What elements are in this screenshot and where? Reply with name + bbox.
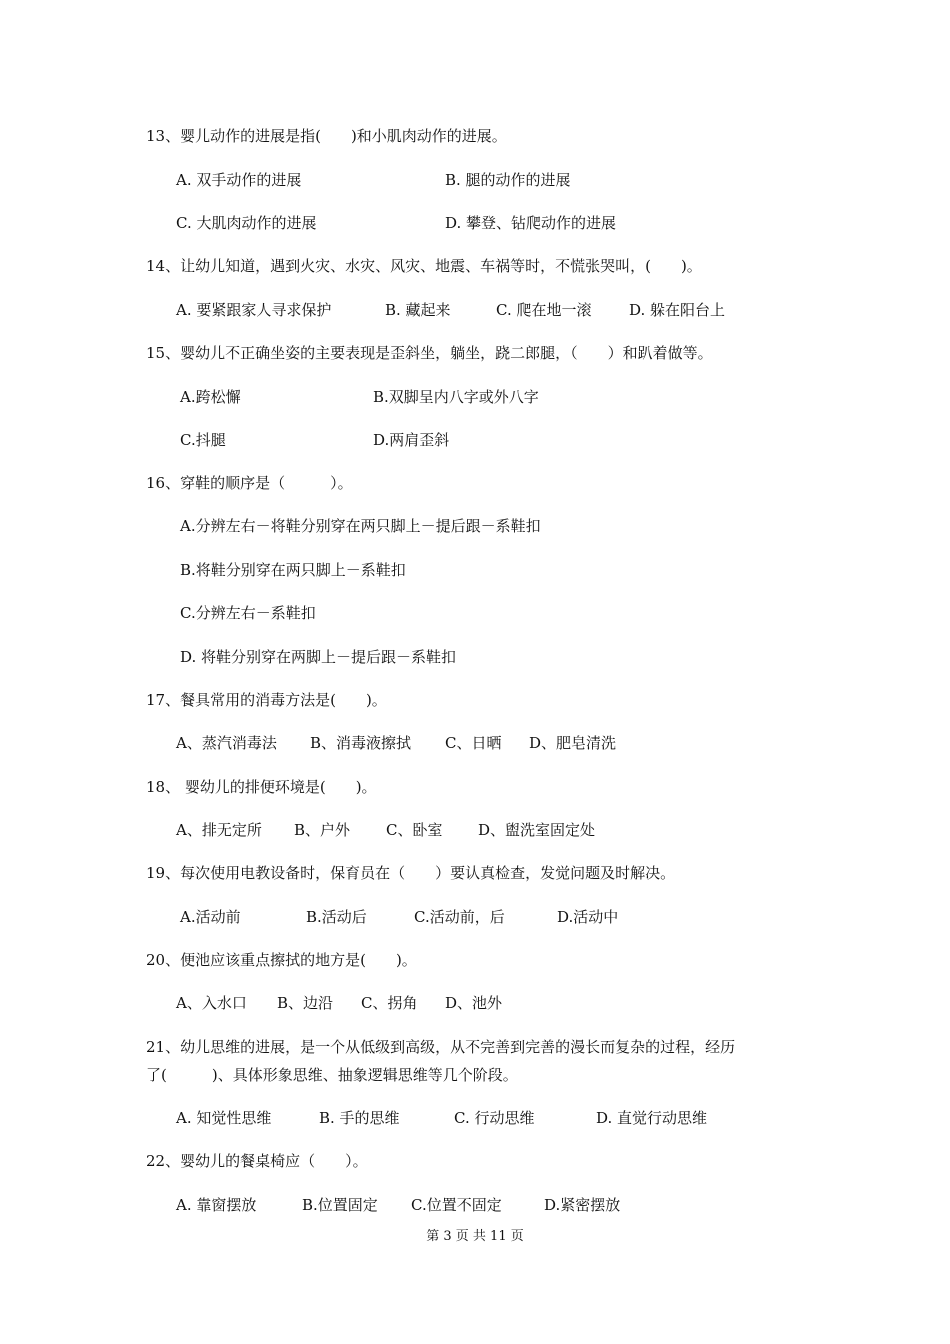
- question-13-stem: 13、婴儿动作的进展是指( )和小肌肉动作的进展。: [146, 127, 507, 145]
- question-13-option-d: D. 攀登、钻爬动作的进展: [445, 214, 617, 232]
- question-20-option-c: C、拐角: [361, 994, 418, 1012]
- question-22-option-a: A. 靠窗摆放: [176, 1196, 257, 1214]
- question-21-stem-line-1: 21、幼儿思维的进展，是一个从低级到高级，从不完善到完善的漫长而复杂的过程，经历: [146, 1038, 736, 1056]
- question-16-option-a: A.分辨左右－将鞋分别穿在两只脚上－提后跟－系鞋扣: [180, 517, 541, 535]
- question-22-stem: 22、婴幼儿的餐桌椅应（ ）。: [146, 1152, 368, 1170]
- question-17-option-c: C、日晒: [445, 734, 502, 752]
- question-21-option-d: D. 直觉行动思维: [596, 1109, 708, 1127]
- question-13-option-b: B. 腿的动作的进展: [445, 171, 571, 189]
- question-19-option-c: C.活动前，后: [414, 908, 505, 926]
- question-22-option-c: C.位置不固定: [411, 1196, 502, 1214]
- question-15-option-c: C.抖腿: [180, 431, 226, 449]
- question-21-stem-line-2: 了( )、具体形象思维、抽象逻辑思维等几个阶段。: [146, 1066, 518, 1084]
- page-number: 第 3 页 共 11 页: [426, 1229, 524, 1244]
- question-13-option-c: C. 大肌肉动作的进展: [176, 214, 317, 232]
- question-19-stem: 19、每次使用电教设备时，保育员在（ ）要认真检查，发觉问题及时解决。: [146, 864, 676, 882]
- question-16-stem: 16、穿鞋的顺序是（ ）。: [146, 474, 353, 492]
- question-17-option-d: D、肥皂清洗: [529, 734, 617, 752]
- question-17-option-a: A、蒸汽消毒法: [176, 734, 277, 752]
- question-21-option-a: A. 知觉性思维: [176, 1109, 272, 1127]
- question-16-option-c: C.分辨左右－系鞋扣: [180, 604, 316, 622]
- question-13-option-a: A. 双手动作的进展: [176, 171, 302, 189]
- question-17-option-b: B、消毒液擦拭: [310, 734, 412, 752]
- question-14-option-c: C. 爬在地一滚: [496, 301, 592, 319]
- question-17-stem: 17、餐具常用的消毒方法是( )。: [146, 691, 387, 709]
- question-18-option-a: A、排无定所: [176, 821, 262, 839]
- question-15-option-a: A.跨松懈: [180, 388, 241, 406]
- question-15-stem: 15、婴幼儿不正确坐姿的主要表现是歪斜坐，躺坐，跷二郎腿，（ ）和趴着做等。: [146, 344, 713, 362]
- question-18-option-b: B、户外: [294, 821, 351, 839]
- question-15-option-d: D.两肩歪斜: [373, 431, 450, 449]
- question-21-option-c: C. 行动思维: [454, 1109, 535, 1127]
- question-16-option-b: B.将鞋分别穿在两只脚上－系鞋扣: [180, 561, 406, 579]
- question-20-option-b: B、边沿: [277, 994, 334, 1012]
- question-19-option-d: D.活动中: [557, 908, 619, 926]
- question-20-stem: 20、便池应该重点擦拭的地方是( )。: [146, 951, 417, 969]
- question-16-option-d: D. 将鞋分别穿在两脚上－提后跟－系鞋扣: [180, 648, 457, 666]
- question-19-option-b: B.活动后: [306, 908, 367, 926]
- question-18-option-c: C、卧室: [386, 821, 443, 839]
- question-15-option-b: B.双脚呈内八字或外八字: [373, 388, 539, 406]
- question-18-stem: 18、 婴幼儿的排便环境是( )。: [146, 778, 377, 796]
- question-19-option-a: A.活动前: [180, 908, 241, 926]
- question-21-option-b: B. 手的思维: [319, 1109, 400, 1127]
- question-14-option-d: D. 躲在阳台上: [629, 301, 726, 319]
- question-14-option-a: A. 要紧跟家人寻求保护: [176, 301, 332, 319]
- question-20-option-a: A、入水口: [176, 994, 247, 1012]
- question-18-option-d: D、盥洗室固定处: [478, 821, 596, 839]
- question-14-option-b: B. 藏起来: [385, 301, 451, 319]
- question-14-stem: 14、让幼儿知道，遇到火灾、水灾、风灾、地震、车祸等时，不慌张哭叫，( )。: [146, 257, 702, 275]
- question-20-option-d: D、池外: [445, 994, 503, 1012]
- question-22-option-b: B.位置固定: [302, 1196, 378, 1214]
- question-22-option-d: D.紧密摆放: [544, 1196, 621, 1214]
